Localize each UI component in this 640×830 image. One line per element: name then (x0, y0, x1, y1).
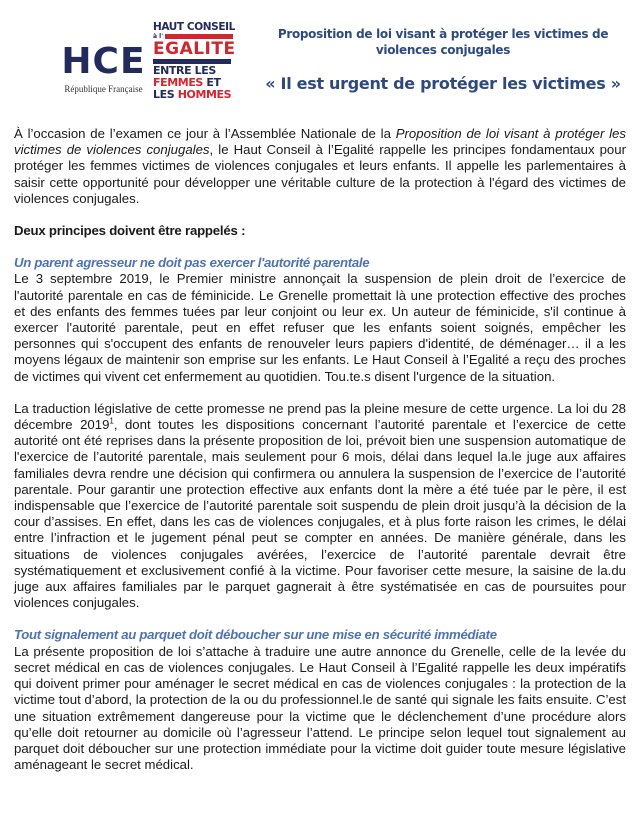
logo-line-egalite: EGALITE (153, 38, 236, 59)
logo-hommes: HOMMES (177, 87, 232, 101)
document-body (14, 126, 626, 773)
document-quote-title: « Il est urgent de protéger les victimes » (265, 74, 621, 93)
document-header (0, 0, 640, 110)
logo-line-entre-les: ENTRE LES (153, 63, 216, 77)
intro-paragraph (14, 126, 626, 207)
logo-navy-bar (153, 59, 231, 64)
hce-logo (56, 41, 151, 94)
section-2-paragraph-1: La présente proposition de loi s’attache à traduire une autre annonce du Grenelle, celle de la levée du secret médical en cas de violences conjugales. Le Haut Conseil à l’Egalité rappelle les deux impératifs qui doivent primer pour aménager le secret médical en cas de violences conjugales : la protection de la victime tout d’abord, la protection de la ou du professionnel.le de santé qui signale les faits ensuite. C’est une situation extrêmement dangereuse pour la victime que le déclenchement d’une procédure alors qu’elle doit retourner au domicile où l’agresseur l’attend. Le principe selon lequel tout signalement au parquet doit déboucher sur une protection immédiate pour la victime doit guider toute mesure législative aménageant le secret médical. (14, 643, 626, 773)
title-block (248, 26, 638, 93)
section-heading-autorite-parentale: Un parent agresseur ne doit pas exercer l'autorité parentale (14, 255, 370, 271)
intro-law-title: Proposition de loi visant à protéger les victimes de violences conjugales (14, 126, 626, 158)
logo-les: LES (153, 87, 175, 101)
intro-text-start: À l’occasion de l’examen ce jour à l’Assemblée Nationale de la (14, 126, 396, 141)
republique-francaise-label: République Française (64, 84, 143, 94)
hce-logo-letters: HCE (61, 41, 146, 82)
section-heading-signalement: Tout signalement au parquet doit déboucher sur une mise en sécurité immédiate (14, 627, 497, 643)
paragraph-text: La traduction législative de cette promesse ne prend pas la pleine mesure de cette urgence. La loi du 28 décembre 2019 (14, 400, 626, 433)
logo-line-les-hommes (153, 89, 233, 100)
logo-a-l-text: à l' (153, 32, 164, 40)
footnote-marker: 1 (109, 416, 114, 426)
logo-et: ET (206, 75, 221, 89)
document-subject: Proposition de loi visant à protéger les victimes de violences conjugales (277, 27, 609, 57)
paragraph-text: , dont toutes les dispositions concernant l’autorité parentale et l’exercice de cette autorité ont été reprises dans la présente proposition de loi, prévoit bien une suspension automatique de l'exercice de l’autorité parentale, mais seulement pour 6 mois, délai dans lequel la.le juge aux affaires familiales devra rendre une décision qui confirmera ou annulera la suspension de l’exercice de l’autorité parentale. Pour garantir une protection effective aux enfants dont la mère a été tuée par le père, il est indispensable que l’exercice de l’autorité parentale soit suspendu de plein droit jusqu’à la décision de la cour d’assises. En effet, dans les cas de violences conjugales, et à plus forte raison les crimes, le délai entre l’infraction et le jugement pénal peut se compter en années. De manière générale, dans les situations de violences conjugales avérées, l’exercice de l’autorité parentale devrait être systématiquement et exclusivement confié à la victime. Pour favoriser cette mesure, la saisine de la.du juge aux affaires familiales par le parquet gagnerait à être systématisée en cas de poursuites pour violences conjugales. (14, 417, 626, 611)
intro-text-end: , le Haut Conseil à l’Egalité rappelle les principes fondamentaux pour protéger les femmes victimes de violences conjugales et leurs enfants. Il appelle les parlementaires à saisir cette opportunité pour développer une véritable culture de la protection à l'égard des victimes de violences conjugales. (14, 142, 626, 206)
section-1-paragraph-1: Le 3 septembre 2019, le Premier ministre annonçait la suspension de plein droit de l’exercice de l'autorité parentale en cas de féminicide. Le Grenelle promettait là une protection effective des proches et des enfants des femmes tuées par leur conjoint ou leur ex. Un auteur de féminicide, s'il continue à exercer l'autorité parentale, peut en effet refuser que les enfants soient soignés, empêcher les personnes qui s'occupent des enfants de renouveler leurs papiers d'identité, de déménager… il a les moyens légaux de maintenir son emprise sur les enfants. Le Haut Conseil à l’Egalité a reçu des proches de victimes qui vivent cet enfermement au quotidien. Tou.te.s disent l'urgence de la situation. (14, 271, 626, 384)
logo-femmes: FEMMES (153, 75, 203, 89)
lead-heading: Deux principes doivent être rappelés : (14, 223, 246, 239)
section-1-paragraph-2 (14, 401, 626, 612)
haut-conseil-logo (153, 21, 236, 101)
logo-line-femmes-et (153, 77, 233, 88)
logo-line-haut-conseil: HAUT CONSEIL (153, 21, 235, 33)
